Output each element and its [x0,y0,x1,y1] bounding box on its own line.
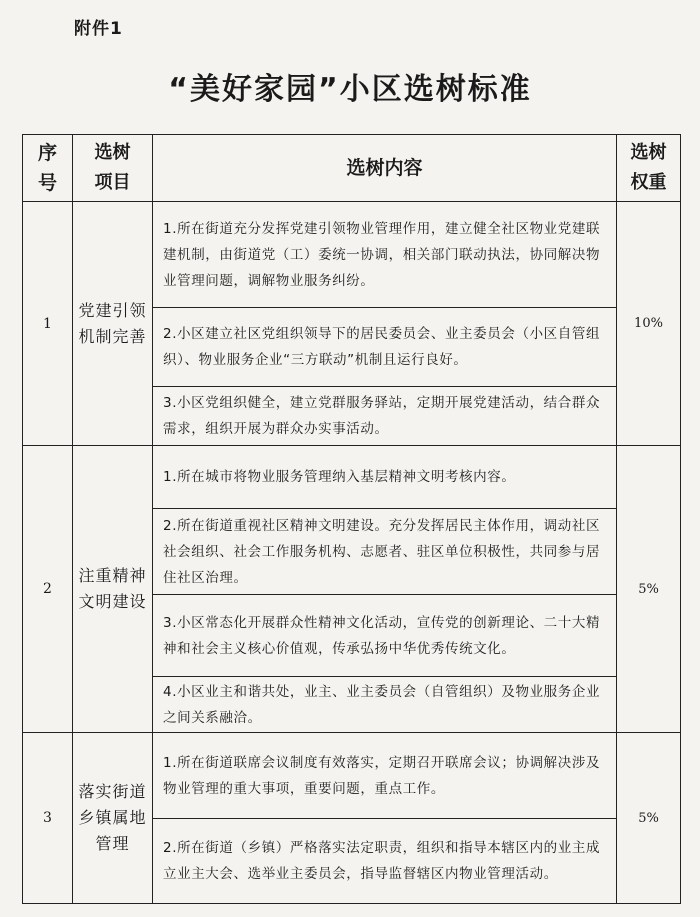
header-item [73,135,153,202]
content-item-text: 2.小区建立社区党组织领导下的居民委员会、业主委员会（小区自管组织）、物业服务企业“三方联动”机制且运行良好。 [163,326,601,368]
row-item: 落实街道乡镇属地管理 [73,733,153,904]
content-item-text: 1.所在街道联席会议制度有效落实，定期召开联席会议；协调解决涉及物业管理的重大事项，重要问题，重点工作。 [163,754,601,797]
row-weight: 5% [617,446,681,733]
header-weight-line2: 权重 [630,172,667,193]
header-no-line2: 号 [37,172,57,194]
content-item [153,509,616,595]
header-item-line2: 项目 [94,172,131,193]
header-no-line1: 序 [37,142,57,164]
header-content [153,135,617,202]
content-item [153,819,616,903]
row-item: 党建引领机制完善 [73,202,153,446]
content-item [153,202,616,308]
row-weight: 5% [617,733,681,904]
row-contents [153,202,617,446]
content-item-text: 2.所在街道重视社区精神文明建设。充分发挥居民主体作用，调动社区社会组织、社会工作服务机构、志愿者、驻区单位积极性，共同参与居住社区治理。 [163,517,601,586]
table-row [23,733,681,904]
content-item-text: 4.小区业主和谐共处，业主、业主委员会（自管组织）及物业服务企业之间关系融洽。 [163,683,601,726]
content-item [153,308,616,387]
row-item: 注重精神文明建设 [73,446,153,733]
content-item-text: 2.所在街道（乡镇）严格落实法定职责，组织和指导本辖区内的业主成立业主大会、选举业主委员会，指导监督辖区内物业管理活动。 [163,840,601,882]
content-item-text: 3.小区常态化开展群众性精神文化活动，宣传党的创新理论、二十大精神和社会主义核心价值观，传承弘扬中华优秀传统文化。 [163,614,601,657]
content-item-text: 3.小区党组织健全，建立党群服务驿站，定期开展党建活动，结合群众需求，组织开展为群众办实事活动。 [163,395,601,437]
header-content-label: 选树内容 [346,157,423,179]
content-item [153,733,616,819]
row-number: 2 [23,446,73,733]
row-contents [153,446,617,733]
content-item [153,677,616,732]
content-item-text: 1.所在街道充分发挥党建引领物业管理作用，建立健全社区物业党建联建机制，由街道党（工）委统一协调，相关部门联动执法，协同解决物业管理问题，调解物业服务纠纷。 [163,220,601,289]
row-number: 1 [23,202,73,446]
header-weight [617,135,681,202]
row-weight: 10% [617,202,681,446]
content-item [153,387,616,445]
row-number: 3 [23,733,73,904]
page-title: “美好家园”小区选树标准 [168,72,532,107]
header-no [23,135,73,202]
table-header-row [23,135,681,202]
row-contents [153,733,617,904]
table-row [23,446,681,733]
content-item [153,595,616,677]
header-item-line1: 选树 [94,142,131,163]
standards-table [22,134,681,904]
attachment-label: 附件1 [74,19,123,39]
content-item [153,446,616,509]
table-row [23,202,681,446]
content-item-text: 1.所在城市将物业服务管理纳入基层精神文明考核内容。 [163,469,516,485]
header-weight-line1: 选树 [630,142,667,163]
